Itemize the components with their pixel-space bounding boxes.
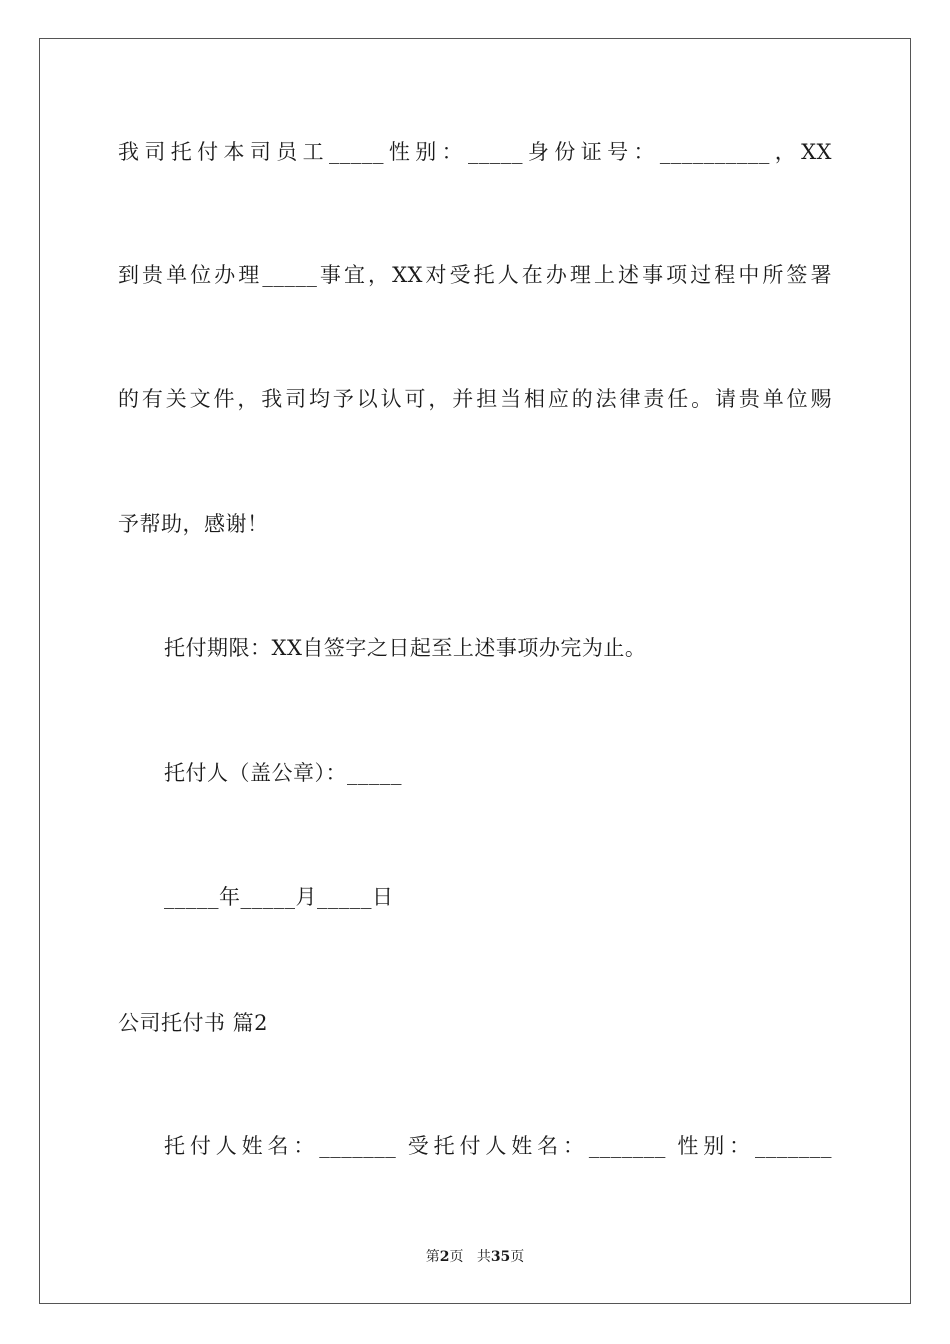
page-footer [0, 1247, 950, 1267]
footer-page-suffix: 页 [449, 1249, 464, 1265]
body-text-line: 我司托付本司员工_____性别：_____身份证号：__________，XX [118, 140, 832, 164]
section-heading: 公司托付书 篇2 [118, 1011, 269, 1035]
body-text-line: 到贵单位办理_____事宜，XX对受托人在办理上述事项过程中所签署 [118, 263, 832, 287]
footer-total-suffix: 页 [510, 1249, 525, 1265]
form-line: 托付人姓名：_______ 受托付人姓名：_______ 性别：_______ [164, 1134, 832, 1158]
page-border [39, 38, 911, 1304]
footer-page-prefix: 第 [425, 1249, 440, 1265]
footer-total-pages: 35 [490, 1249, 511, 1265]
date-line: _____年_____月_____日 [164, 885, 394, 909]
footer-page-number: 2 [439, 1249, 450, 1265]
principal-seal-line: 托付人（盖公章）：_____ [164, 761, 402, 785]
body-text-line: 予帮助，感谢！ [118, 512, 269, 536]
footer-total-prefix: 共 [476, 1249, 491, 1265]
term-line: 托付期限：XX自签字之日起至上述事项办完为止。 [164, 636, 647, 660]
body-text-line: 的有关文件，我司均予以认可，并担当相应的法律责任。请贵单位赐 [118, 387, 832, 411]
